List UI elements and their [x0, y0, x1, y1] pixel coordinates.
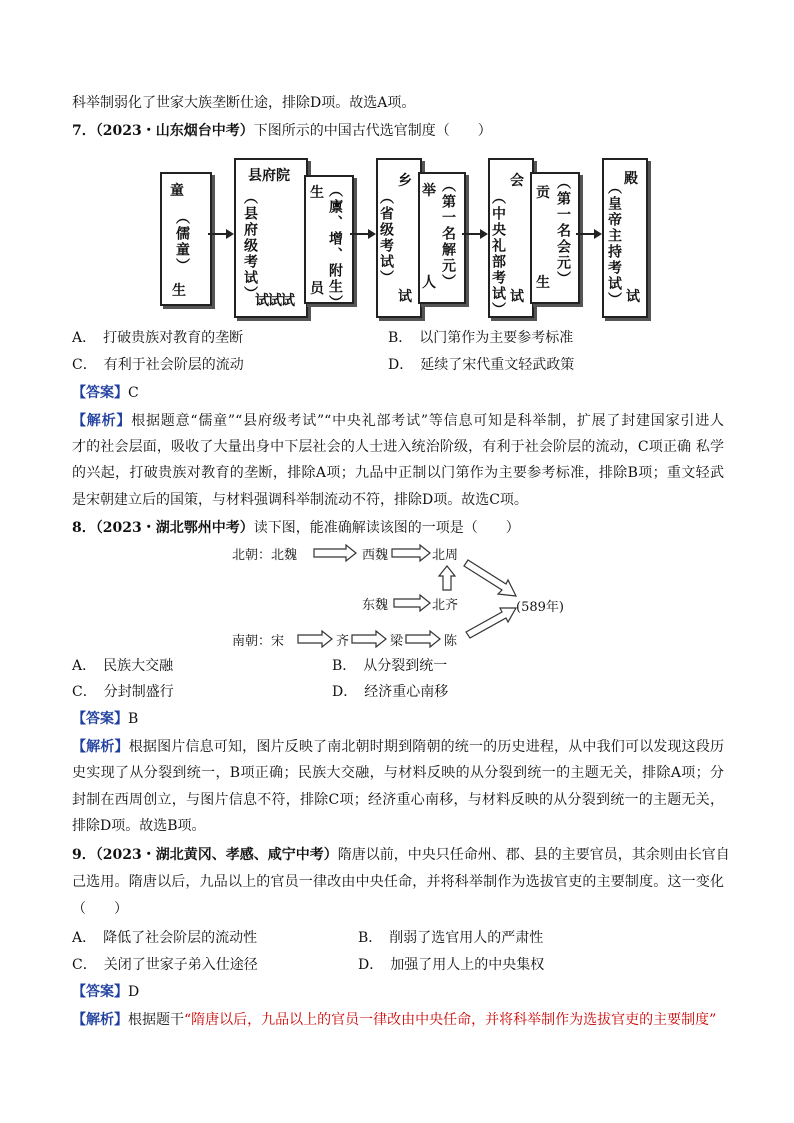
q7-b2-title: 县府院 — [248, 168, 290, 184]
q9-stem-text-1: 隋唐以前，中央只任命州、郡、县的主要官员，其余则由长官自 — [337, 847, 730, 863]
q9-answer — [72, 982, 139, 1002]
q8-analysis-label: 【解析】 — [72, 739, 129, 755]
q7-b4-side1: 贡 — [536, 185, 550, 201]
q9-option-c[interactable]: C． 关闭了世家子弟入仕途径 — [72, 957, 258, 973]
q7-source: （2023・山东烟台中考） — [95, 123, 254, 139]
q7-analysis-label: 【解析】 — [72, 413, 132, 429]
q9-number: 9． — [72, 847, 96, 863]
q7-b3-side1: 举 — [422, 183, 436, 199]
q8-south-label: 南朝：宋 — [232, 634, 285, 649]
hollow-arrow-icon — [298, 545, 516, 647]
q9-source: （2023・湖北黄冈、孝感、咸宁中考） — [95, 847, 338, 863]
q7-option-d[interactable]: D． 延续了宋代重文轻武政策 — [388, 357, 575, 373]
q9-analysis-label: 【解析】 — [72, 1012, 128, 1028]
carryover-text: 科举制弱化了世家大族垄断仕途，排除D项。故选A项。 — [72, 95, 416, 111]
q7-b2-side3: 员 — [310, 281, 324, 297]
q7-b4-top: 会 — [510, 173, 524, 189]
q9-answer-value: D — [128, 984, 140, 1000]
q7-b5-bot: 试 — [626, 289, 640, 305]
q8-north-label: 北朝：北魏 — [232, 548, 298, 563]
q7-b2-col: （县府级考试） — [242, 190, 258, 302]
q8-answer-label: 【答案】 — [72, 711, 128, 727]
q7-b4-bot: 试 — [510, 289, 524, 305]
q7-option-b[interactable]: B． 以门第作为主要参考标准 — [388, 330, 574, 346]
q8-liang: 梁 — [390, 634, 404, 649]
q8-option-b[interactable]: B． 从分裂到统一 — [332, 658, 448, 674]
q8-analysis-text-1: 根据图片信息可知，图片反映了南北朝时期到隋朝的统一的历史进程，从中我们可以发现这段历 — [128, 739, 725, 755]
q8-answer-value: B — [128, 711, 139, 727]
q8-qi: 齐 — [336, 634, 350, 649]
q7-b3-side3: 人 — [422, 275, 436, 291]
q7-analysis-text-1: 根据题意“儒童”“县府级考试”“中央礼部考试”等信息可知是科举制，扩展了封建国家引进人 — [131, 413, 724, 429]
q8-beiqi: 北齐 — [432, 598, 459, 613]
q7-analysis-line-2: 才的社会层面，吸收了大量出身中下层社会的人士进入统治阶级，有利于社会阶层的流动，C项正确 私学 — [72, 439, 724, 455]
q9-stem-line-1 — [72, 845, 730, 865]
q7-b3-top: 乡 — [398, 173, 412, 189]
q8-source: （2023・湖北鄂州中考） — [95, 520, 254, 536]
q9-analysis-line-1 — [72, 1010, 716, 1030]
q9-analysis-quote: “隋唐以后，九品以上的官员一律改由中央任命，并将科举制作为选拔官吏的主要制度” — [184, 1012, 717, 1028]
q7-analysis-line-4: 是宋朝建立后的国策，与材料强调科举制流动不符，排除D项。故选C项。 — [72, 492, 528, 508]
q8-option-a[interactable]: A． 民族大交融 — [72, 658, 174, 674]
q7-number: 7． — [72, 123, 96, 139]
q8-xiwei: 西魏 — [362, 548, 389, 563]
q7-b2-side2: （廪、增、附生） — [327, 183, 343, 311]
q9-stem-line-3: （ ） — [72, 901, 128, 917]
q7-option-c[interactable]: C． 有利于社会阶层的流动 — [72, 357, 244, 373]
q7-b3-bot: 试 — [398, 289, 412, 305]
q7-option-a[interactable]: A． 打破贵族对教育的垄断 — [72, 330, 244, 346]
q7-b2-side1: 生 — [310, 185, 324, 201]
q7-b3-side2: （第一名解元） — [440, 178, 456, 290]
q8-option-c[interactable]: C． 分封制盛行 — [72, 684, 174, 700]
q8-year: (589年) — [516, 600, 564, 615]
q8-answer — [72, 709, 138, 729]
q7-b2-bottom: 试试试 — [255, 293, 294, 309]
q8-number: 8． — [72, 520, 96, 536]
q8-beizhou: 北周 — [432, 548, 459, 563]
q8-analysis-line-3: 封制在西周创立，与图片信息不符，排除C项；经济重心南移，与材料反映的从分裂到统一的主题无关， — [72, 792, 724, 808]
q7-answer-label: 【答案】 — [72, 385, 128, 401]
q8-option-d[interactable]: D． 经济重心南移 — [332, 684, 449, 700]
q7-b5-col: （皇帝主持考试） — [606, 180, 622, 308]
q7-b1-mid: （儒童） — [174, 210, 190, 274]
q7-b5-top: 殿 — [624, 171, 638, 187]
q8-analysis-line-1 — [72, 737, 724, 757]
q7-answer-value: C — [128, 385, 139, 401]
q7-b4-side3: 生 — [536, 275, 550, 291]
q7-analysis-line-3: 的兴起，打破贵族对教育的垄断，排除A项；九品中正制以门第作为主要参考标准，排除B项；重文轻武 — [72, 465, 724, 481]
q8-dongwei: 东魏 — [362, 598, 389, 613]
q9-option-d[interactable]: D． 加强了用人上的中央集权 — [358, 957, 545, 973]
q7-b1-top: 童 — [170, 183, 184, 199]
q8-stem-text: 读下图，能准确解读该图的一项是（ ） — [253, 520, 520, 536]
q7-stem-text: 下图所示的中国古代选官制度（ ） — [253, 123, 492, 139]
q9-option-a[interactable]: A． 降低了社会阶层的流动性 — [72, 930, 258, 946]
q9-analysis-lead: 根据题干 — [128, 1012, 184, 1028]
q7-b1-bot: 生 — [172, 283, 186, 299]
q9-stem-line-2: 己选用。隋唐以后，九品以上的官员一律改由中央任命，并将科举制作为选拔官吏的主要制度。这一变化 — [72, 874, 724, 890]
q9-answer-label: 【答案】 — [72, 984, 128, 1000]
q9-option-b[interactable]: B． 削弱了选官用人的严肃性 — [358, 930, 544, 946]
q8-analysis-line-4: 排除D项。故选B项。 — [72, 818, 206, 834]
q7-b3-col: （省级考试） — [378, 190, 394, 286]
q7-b4-side2: （第一名会元） — [555, 175, 571, 287]
q7-b4-col: （中央礼部考试） — [490, 190, 506, 318]
q8-chen: 陈 — [444, 634, 458, 649]
q8-analysis-line-2: 史实现了从分裂到统一，B项正确；民族大交融，与材料反映的从分裂到统一的主题无关，排除A项；分 — [72, 765, 724, 781]
